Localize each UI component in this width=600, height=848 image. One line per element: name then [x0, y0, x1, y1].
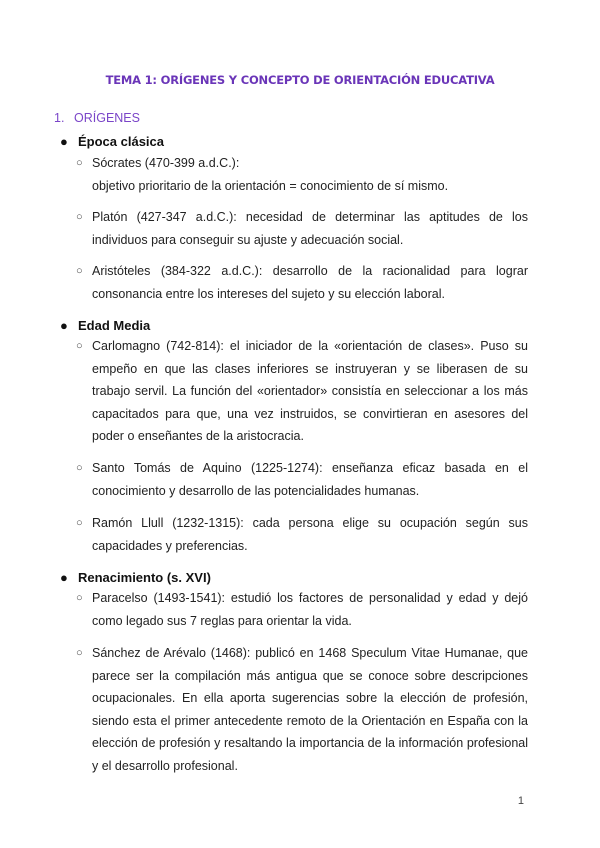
list-item-text: Paracelso (1493-1541): estudió los factores de personalidad y edad y dejó como legado sus 7 reglas para orientar la vida.	[92, 591, 528, 628]
group-heading-label: Renacimiento (s. XVI)	[78, 570, 211, 585]
circle-bullet-icon: ○	[76, 592, 83, 604]
list-item-socrates	[76, 152, 528, 197]
circle-bullet-icon: ○	[76, 340, 83, 352]
circle-bullet-icon: ○	[76, 211, 83, 223]
bullet-dot-icon: ●	[60, 570, 68, 585]
list-item-santo-tomas	[76, 457, 528, 502]
section-heading	[54, 111, 140, 125]
list-item-text: Santo Tomás de Aquino (1225-1274): enseñanza eficaz basada en el conocimiento y desarrollo de las potencialidades humanas.	[92, 461, 528, 498]
list-item-carlomagno	[76, 335, 528, 448]
list-item-text: Platón (427-347 a.d.C.): necesidad de determinar las aptitudes de los individuos para conseguir su ajuste y adecuación social.	[92, 210, 528, 247]
list-item-sanchez-arevalo	[76, 642, 528, 777]
list-item-aristoteles	[76, 260, 528, 305]
page-number: 1	[517, 795, 524, 807]
circle-bullet-icon: ○	[76, 265, 83, 277]
list-item-line: Sócrates (470-399 a.d.C.):	[92, 156, 240, 170]
section-title: ORÍGENES	[74, 111, 140, 125]
group-heading-renacimiento	[60, 570, 211, 585]
group-heading-epoca-clasica	[60, 134, 164, 149]
list-item-text: Ramón Llull (1232-1315): cada persona elige su ocupación según sus capacidades y preferencias.	[92, 516, 528, 553]
group-heading-label: Edad Media	[78, 318, 151, 333]
bullet-dot-icon: ●	[60, 318, 68, 333]
bullet-dot-icon: ●	[60, 134, 68, 149]
list-item-text: Sánchez de Arévalo (1468): publicó en 1468 Speculum Vitae Humanae, que parece ser la compilación más antigua que se conoce sobre descripciones ocupacionales. En ella aporta sugerencias sobre la elección de profesión, siendo esta el primer antecedente remoto de la Orientación en España con la elección de profesión y resaltando la importancia de la información profesional y el desarrollo profesional.	[92, 646, 528, 773]
document-title: TEMA 1: ORÍGENES Y CONCEPTO DE ORIENTACIÓN EDUCATIVA	[105, 73, 495, 87]
list-item-line: objetivo prioritario de la orientación = conocimiento de sí mismo.	[92, 178, 449, 193]
circle-bullet-icon: ○	[76, 517, 83, 529]
list-item-platon	[76, 206, 528, 251]
section-number: 1.	[54, 111, 65, 125]
list-item-text: Aristóteles (384-322 a.d.C.): desarrollo de la racionalidad para lograr consonancia entre los intereses del sujeto y su elección laboral.	[92, 264, 528, 301]
group-heading-edad-media	[60, 318, 150, 333]
circle-bullet-icon: ○	[76, 462, 83, 474]
list-item-text: Carlomagno (742-814): el iniciador de la «orientación de clases». Puso su empeño en que las clases inferiores se instruyeran y se liberasen de su trabajo servil. La función del «orientador» consistía en seleccionar a los más capacitados para que, una vez instruidos, se convirtieran en asesores del poder o enseñantes de la aristocracia.	[92, 339, 528, 443]
circle-bullet-icon: ○	[76, 647, 83, 659]
circle-bullet-icon: ○	[76, 157, 83, 169]
group-heading-label: Época clásica	[78, 134, 164, 149]
list-item-paracelso	[76, 587, 528, 632]
list-item-text	[92, 152, 528, 197]
list-item-ramon-llull	[76, 512, 528, 557]
